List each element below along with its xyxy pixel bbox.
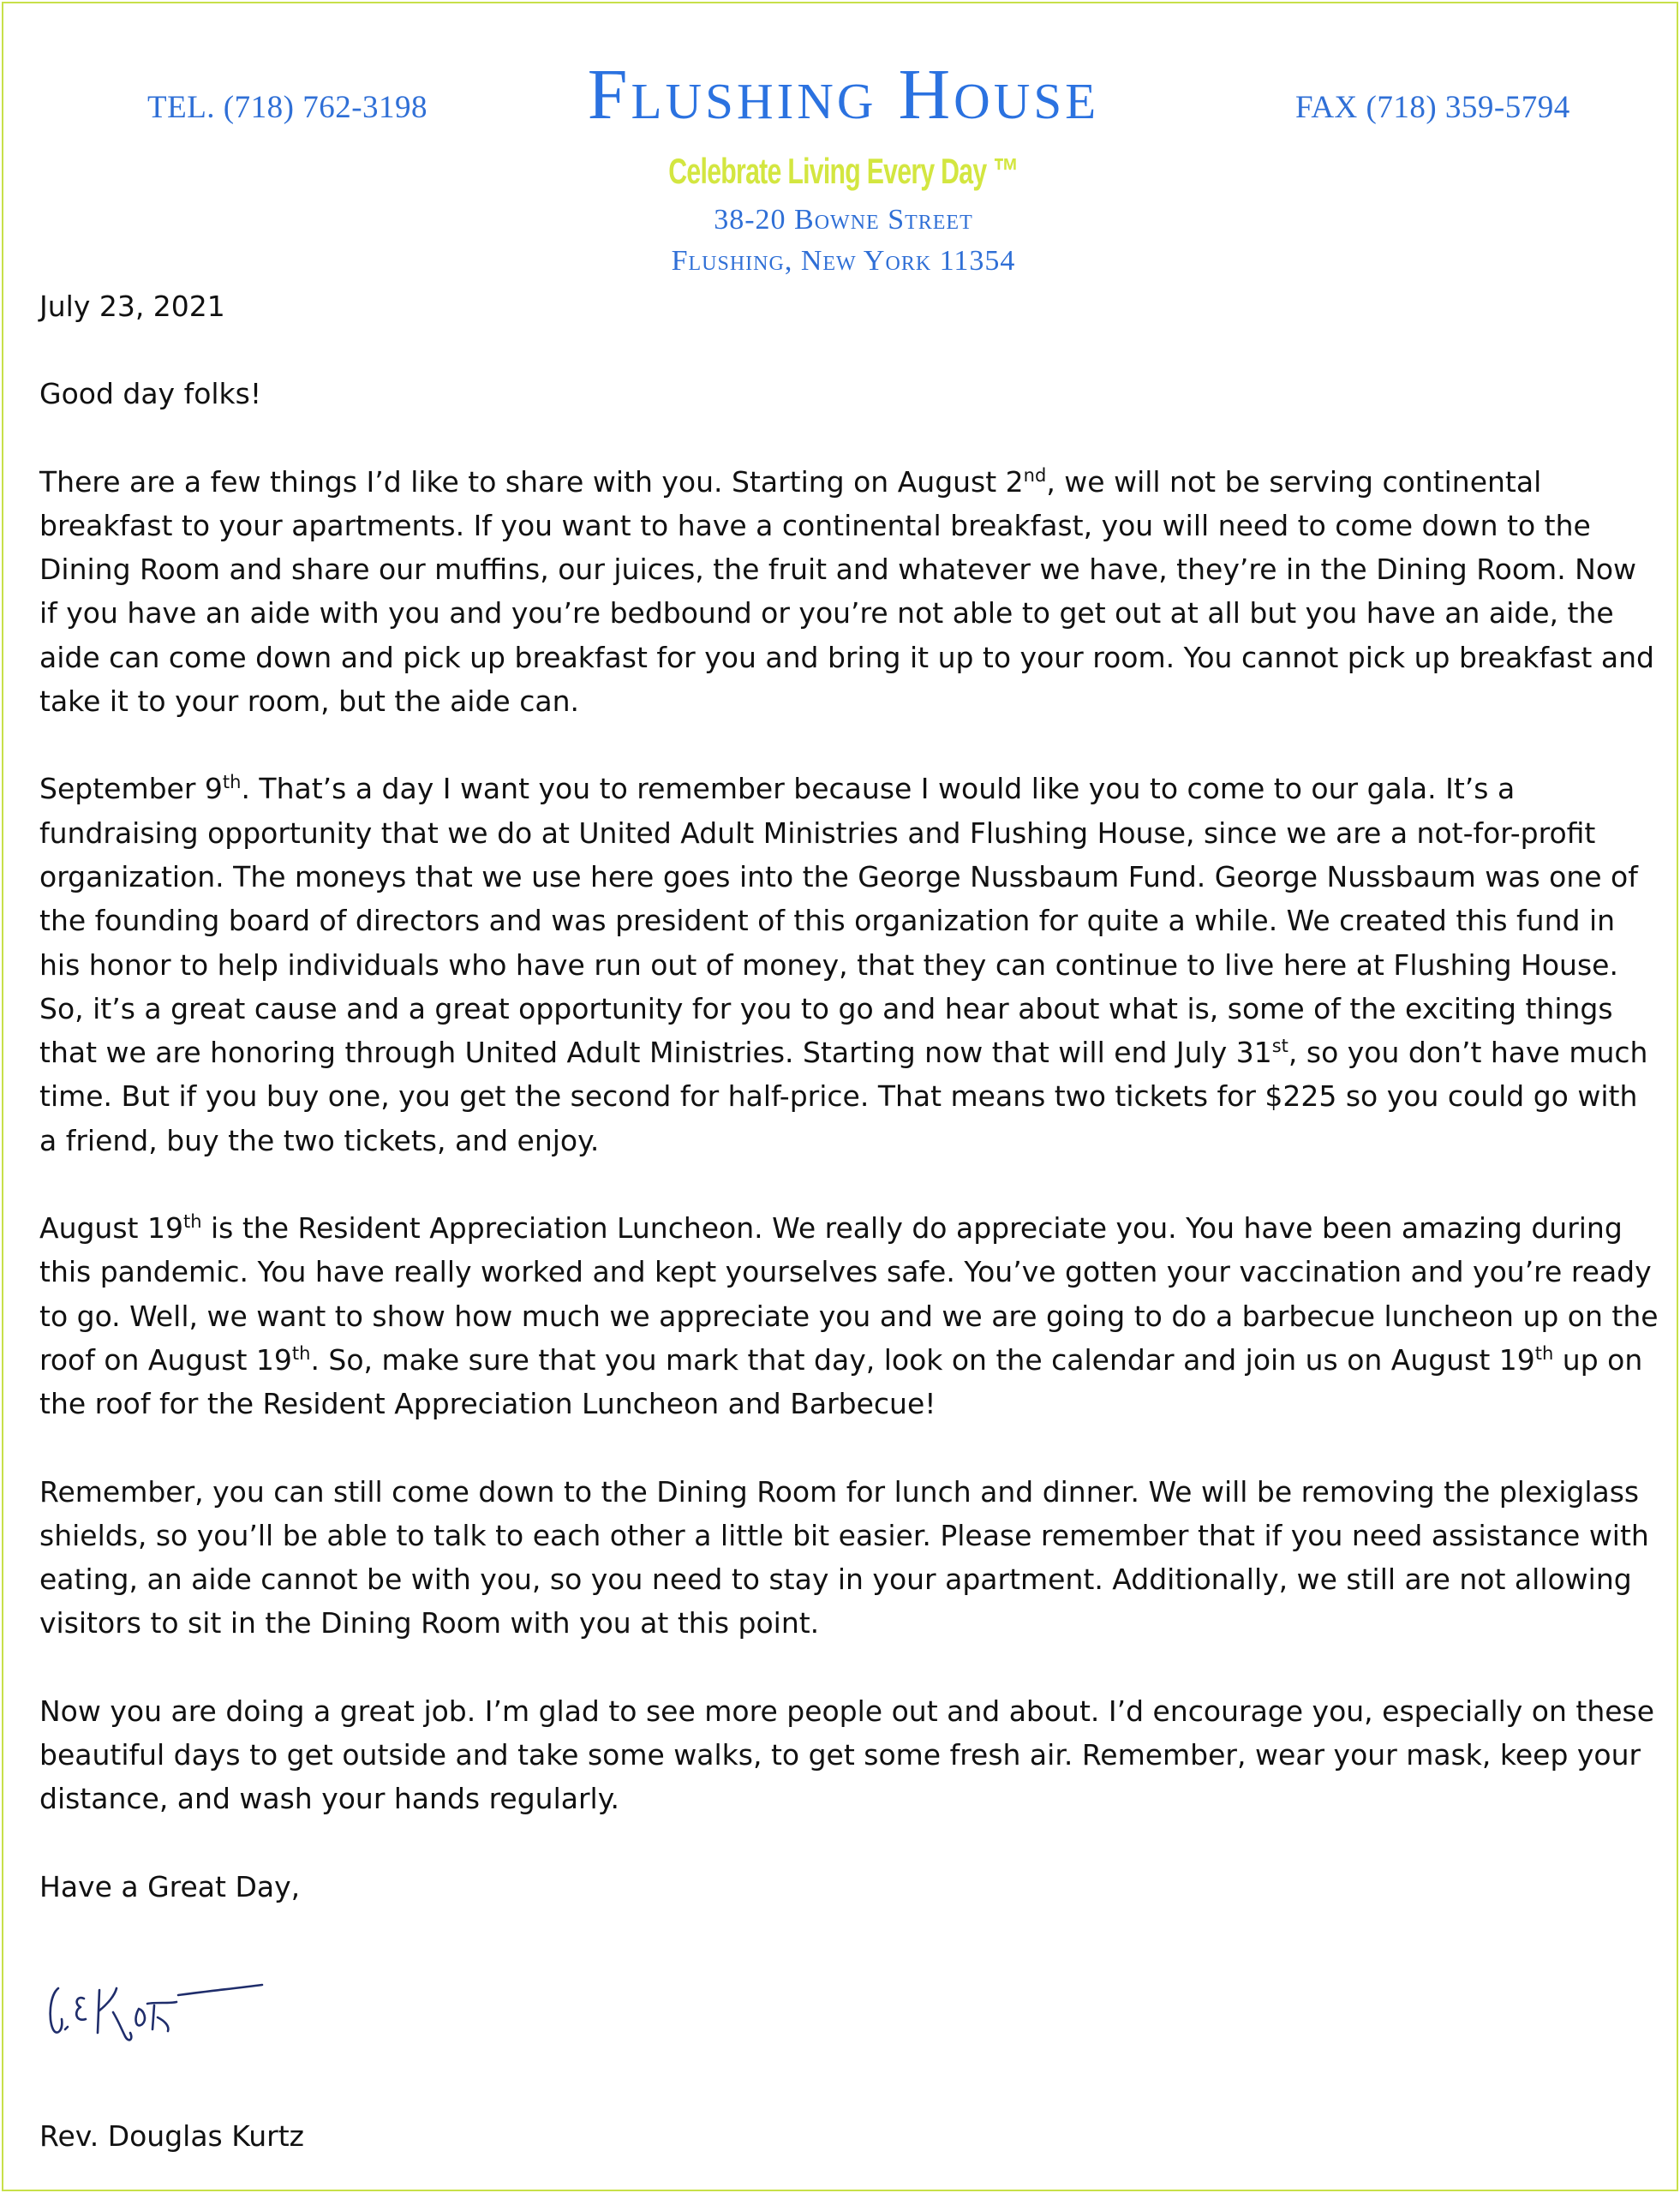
- text-run: August 19: [39, 1211, 183, 1246]
- letter-body: [39, 284, 1659, 1952]
- ordinal-suffix: th: [222, 772, 242, 793]
- letter-greeting: Good day folks!: [39, 377, 262, 411]
- paragraph-luncheon: [39, 1206, 1659, 1425]
- paragraph-encouragement: Now you are doing a great job. I’m glad to see more people out and about. I’d encourage you, especially on these beautiful days to get outside and take some walks, to get some fresh air. Remember, wear your mask, keep your distance, and wash your hands regularly.: [39, 1694, 1655, 1816]
- text-run: September 9: [39, 772, 223, 806]
- text-run: . That’s a day I want you to remember because I would like you to come to our gala. It’s a fundraising opportunity that we do at United Adult Ministries and Flushing House, since we are a not-for-profit organization. The moneys that we use here goes into the George Nussbaum Fund. George Nussbaum was one of the founding board of directors and was president of this organization for quite a while. We created this fund in his honor to help individuals who have run out of money, that they can continue to live here at Flushing House. So, it’s a great cause and a great opportunity for you to go and hear about what is, some of the exciting things that we are honoring through United Adult Ministries. Starting now that will end July 31: [39, 772, 1638, 1070]
- ordinal-suffix: nd: [1023, 464, 1047, 486]
- letterhead-organization-name: Flushing House: [587, 55, 1100, 134]
- text-run: is the Resident Appreciation Luncheon. We really do appreciate you. You have been amazing during this pandemic. You have really worked and kept yourselves safe. You’ve gotten your vaccination and you’re ready to go. Well, we want to show how much we appreciate you and we are going to do a barbecue luncheon up on the roof on August 19: [39, 1211, 1659, 1377]
- letter-page: [2, 2, 1678, 2191]
- paragraph-breakfast: [39, 460, 1659, 724]
- letter-date: July 23, 2021: [39, 290, 225, 323]
- paragraph-dining-room: Remember, you can still come down to the Dining Room for lunch and dinner. We will be removing the plexiglass shields, so you’ll be able to talk to each other a little bit easier. Please remember that if you need assistance with eating, an aide cannot be with you, so you need to stay in your apartment. Additionally, we still are not allowing visitors to sit in the Dining Room with you at this point.: [39, 1474, 1649, 1640]
- text-run: There are a few things I’d like to share with you. Starting on August 2: [39, 464, 1024, 499]
- letterhead-phone: TEL. (718) 762-3198: [147, 90, 428, 125]
- text-run: , we will not be serving continental breakfast to your apartments. If you want to have a continental breakfast, you will need to come down to the Dining Room and share our muffins, our juices, the fruit and whatever we have, they’re in the Dining Room. Now if you have an aide with you and you’re bedbound or you’re not able to get out at all but you have an aide, the aide can come down and pick up breakfast for you and bring it up to your room. You cannot pick up breakfast and take it to your room, but the aide can.: [39, 464, 1654, 719]
- letterhead-address-street: 38-20 Bowne Street: [714, 204, 973, 236]
- signer-name: Rev. Douglas Kurtz: [39, 2119, 304, 2153]
- text-run: . So, make sure that you mark that day, look on the calendar and join us on August 19: [310, 1342, 1535, 1377]
- ordinal-suffix: st: [1271, 1036, 1288, 1057]
- ordinal-suffix: th: [182, 1211, 202, 1233]
- signature-graphic: [39, 1969, 314, 2047]
- letterhead-tagline: Celebrate Living Every Day ™: [668, 151, 1019, 191]
- handwritten-signature: [39, 1969, 314, 2047]
- text-run: up on the roof for the Resident Appreciation Luncheon and Barbecue!: [39, 1342, 1643, 1421]
- ordinal-suffix: th: [1534, 1342, 1554, 1364]
- paragraph-gala: [39, 767, 1659, 1162]
- ordinal-suffix: th: [291, 1342, 311, 1364]
- letterhead-address-city: Flushing, New York 11354: [671, 245, 1016, 277]
- letterhead-fax: FAX (718) 359-5794: [1295, 90, 1570, 125]
- letter-closing: Have a Great Day,: [39, 1869, 301, 1903]
- text-run: , so you don’t have much time. But if you buy one, you get the second for half-price. That means two tickets for $225 so you could go with a friend, buy the two tickets, and enjoy.: [39, 1036, 1648, 1157]
